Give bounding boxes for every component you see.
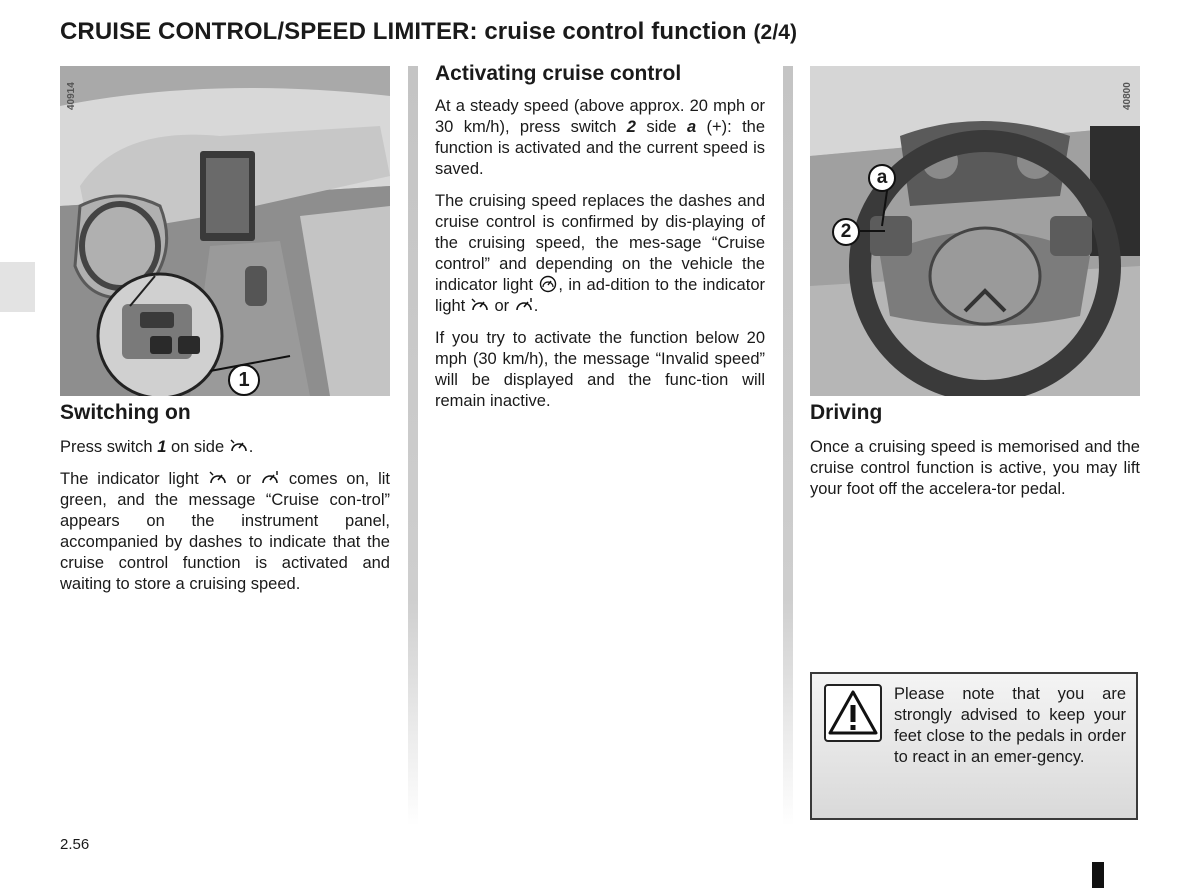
cruise-control-icon	[470, 296, 490, 314]
title-text: CRUISE CONTROL/SPEED LIMITER: cruise control function	[60, 18, 747, 45]
col3-paragraph-1: Once a cruising speed is memorised and the cruise control function is active, you may lift your foot off the accelera-tor pedal.	[810, 438, 1140, 498]
column-divider-left	[408, 66, 418, 826]
callout-a: a	[868, 164, 896, 192]
col1-text	[60, 437, 390, 606]
col1-paragraph-1: Press switch 1 on side .	[60, 438, 254, 456]
figure-code: 40800	[1122, 82, 1133, 110]
cruise-control-alt-icon	[260, 469, 280, 487]
heading-activating-cruise-control: Activating cruise control	[435, 62, 682, 85]
col1-paragraph-2: The indicator light or comes on, lit green, and the message “Cruise con-trol” appears on the instrument panel, accompanied by dashes to indicate that the cruise control function is activated and waiting to store a cruising speed.	[60, 470, 390, 593]
col2-paragraph-3: If you try to activate the function below 20 mph (30 km/h), the message “Invalid speed” will be displayed and the func-tion will remain inactive.	[435, 329, 765, 410]
page-corner-mark	[1092, 862, 1104, 888]
heading-driving: Driving	[810, 401, 883, 424]
col2-paragraph-2: The cruising speed replaces the dashes and cruise control is confirmed by dis-playing of the cruising speed, the mes-sage “Cruise control” and depending on the vehicle the indicator light , in ad-dition to the indicator light or .	[435, 192, 765, 315]
heading-switching-on: Switching on	[60, 401, 191, 424]
speedometer-icon	[538, 275, 558, 293]
page-number: 2.56	[60, 836, 90, 853]
page-title	[60, 18, 797, 46]
col2-paragraph-1: At a steady speed (above approx. 20 mph or 30 km/h), press switch 2 side a (+): the function is activated and the current speed is saved.	[435, 97, 766, 178]
callout-2: 2	[832, 218, 860, 246]
callout-1: 1	[228, 364, 260, 396]
warning-note	[810, 672, 1138, 820]
dashboard-illustration	[60, 66, 390, 396]
warning-note-text: Please note that you are strongly advised to keep your feet close to the pedals in order to react in an emer-gency.	[894, 685, 1126, 766]
col3-text	[810, 437, 1140, 511]
title-part: (2/4)	[753, 21, 798, 44]
section-tab	[0, 262, 35, 312]
column-divider-right	[783, 66, 793, 826]
cruise-control-icon	[208, 469, 228, 487]
cruise-control-icon	[229, 437, 249, 455]
col2-text	[435, 96, 765, 423]
cruise-control-alt-icon	[514, 296, 534, 314]
steering-wheel-illustration	[810, 66, 1140, 396]
figure-code: 40914	[66, 82, 77, 110]
